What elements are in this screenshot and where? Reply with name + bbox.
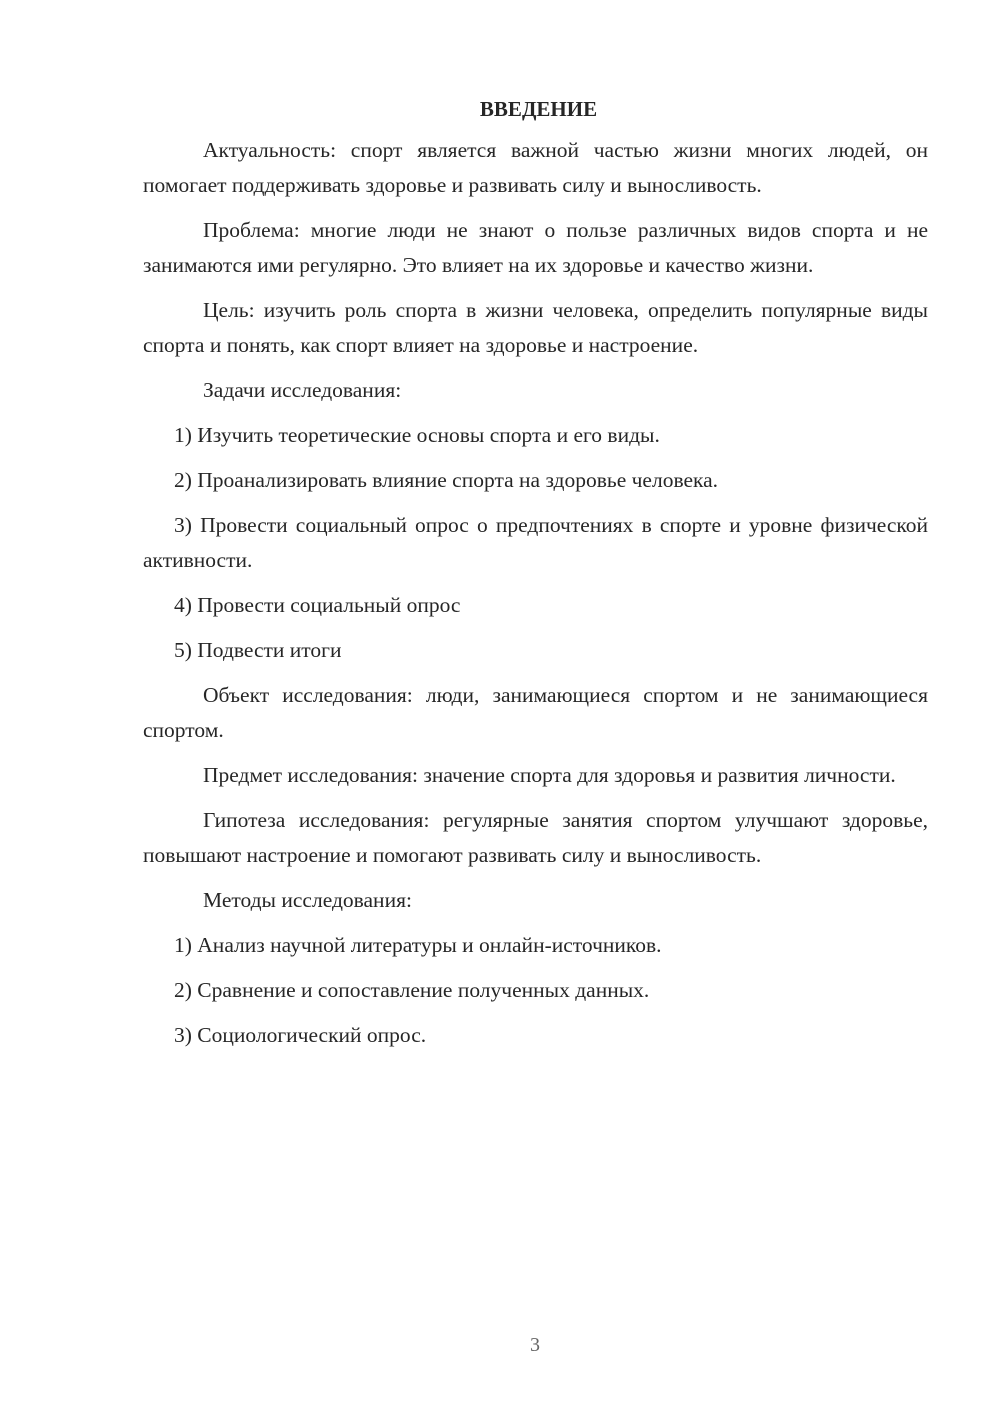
task-item: 2) Проанализировать влияние спорта на здоровье человека. — [174, 468, 719, 492]
task-item: 3) Провести социальный опрос о предпочтениях в спорте и уровне физической активности. — [143, 513, 928, 572]
task-item: 5) Подвести итоги — [174, 638, 342, 662]
goal-paragraph: Цель: изучить роль спорта в жизни человека, определить популярные виды спорта и понять, как спорт влияет на здоровье и настроение. — [143, 298, 928, 357]
tasks-heading: Задачи исследования: — [203, 378, 402, 402]
task-item: 4) Провести социальный опрос — [174, 593, 461, 617]
section-title: ВВЕДЕНИЕ — [479, 97, 598, 121]
method-item: 3) Социологический опрос. — [174, 1023, 427, 1047]
method-item: 2) Сравнение и сопоставление полученных данных. — [174, 978, 650, 1002]
page-number: 3 — [530, 1334, 540, 1356]
problem-paragraph: Проблема: многие люди не знают о пользе различных видов спорта и не занимаются ими регулярно. Это влияет на их здоровье и качество жизни. — [143, 218, 928, 277]
methods-heading: Методы исследования: — [203, 888, 412, 912]
method-item: 1) Анализ научной литературы и онлайн-источников. — [174, 933, 662, 957]
page-content — [143, 92, 928, 1063]
hypothesis-paragraph: Гипотеза исследования: регулярные занятия спортом улучшают здоровье, повышают настроение и помогают развивать силу и выносливость. — [143, 808, 928, 867]
subject-paragraph: Предмет исследования: значение спорта для здоровья и развития личности. — [203, 763, 896, 787]
relevance-paragraph: Актуальность: спорт является важной частью жизни многих людей, он помогает поддерживать здоровье и развивать силу и выносливость. — [143, 138, 928, 197]
object-paragraph: Объект исследования: люди, занимающиеся спортом и не занимающиеся спортом. — [143, 683, 928, 742]
task-item: 1) Изучить теоретические основы спорта и его виды. — [174, 423, 660, 447]
